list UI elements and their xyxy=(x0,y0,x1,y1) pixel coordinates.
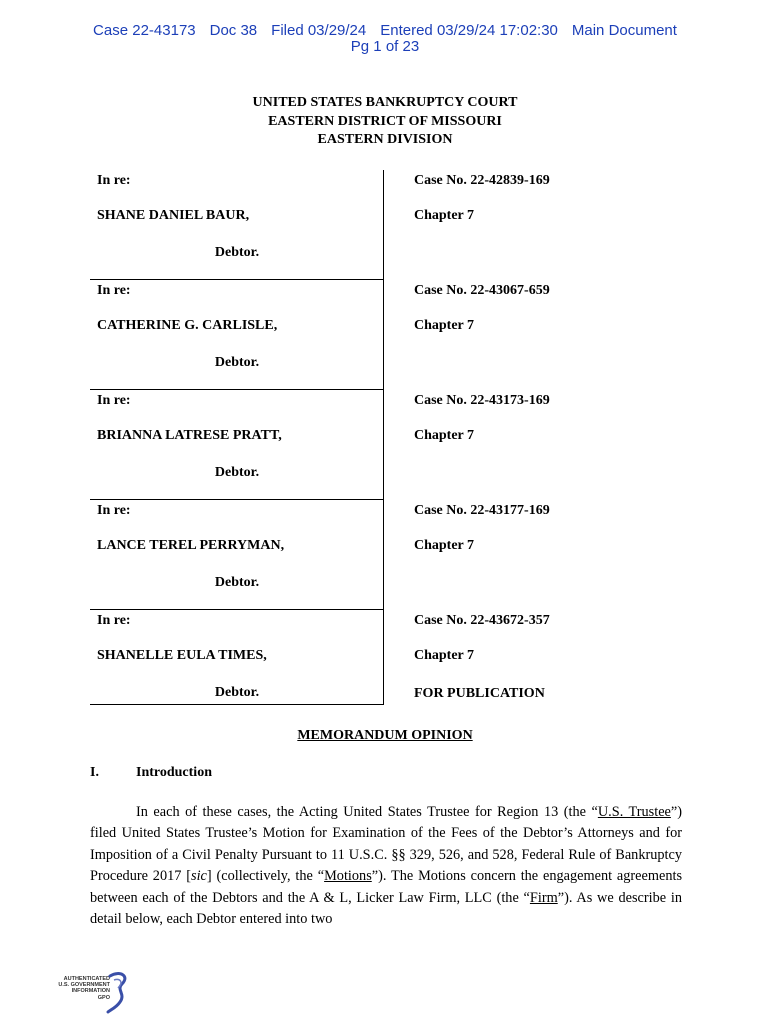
debtor-label: Debtor. xyxy=(214,245,260,260)
in-re-label: In re: xyxy=(97,393,131,408)
court-line2: EASTERN DISTRICT OF MISSOURI xyxy=(268,113,502,129)
court-line1: UNITED STATES BANKRUPTCY COURT xyxy=(252,95,518,110)
debtor-name: CATHERINE G. CARLISLE, xyxy=(97,318,278,333)
body-text-run: ”). The Motions concern the engagement agreements between each of the Debtors and the A & L, Licker Law Firm, LLC (the “ xyxy=(90,868,683,906)
body-text-run: In each of these cases, the Acting United States Trustee for Region 13 (the “ xyxy=(136,804,598,820)
header-entered: Entered 03/29/24 17:02:30 xyxy=(380,22,558,39)
debtor-label: Debtor. xyxy=(214,355,260,370)
in-re-label: In re: xyxy=(97,173,131,188)
body-text-run: ”) filed United States Trustee’s Motion for Examination of the Fees of the Debtor’s Attorneys and for Imposition of a Civil Penalty Pursuant to 11 U.S.C. §§ 329, 526, and 528, Federal Rule of Bankruptcy Procedure 2017 [ xyxy=(90,804,682,885)
header-doc: Doc 38 xyxy=(209,22,258,39)
case-block xyxy=(90,280,550,390)
gpo-authentication-seal xyxy=(40,970,130,1014)
defined-term: U.S. Trustee xyxy=(597,804,671,820)
case-caption xyxy=(90,170,610,704)
section-number: I. xyxy=(90,765,99,780)
eagle-icon xyxy=(106,970,130,1014)
defined-term: Motions xyxy=(324,868,372,885)
header-page: Pg 1 of 23 xyxy=(350,38,420,55)
body-text-run: ] (collectively, the “ xyxy=(206,868,325,885)
chapter: Chapter 7 xyxy=(414,208,475,223)
italic-term: sic xyxy=(191,868,207,885)
ecf-header-line1 xyxy=(0,22,770,39)
chapter: Chapter 7 xyxy=(414,428,475,443)
header-case: Case 22-43173 xyxy=(93,22,196,39)
in-re-label: In re: xyxy=(97,613,131,628)
case-block xyxy=(90,500,550,610)
case-number: Case No. 22-43173-169 xyxy=(414,393,550,408)
debtor-label: Debtor. xyxy=(214,465,260,480)
case-block xyxy=(90,390,550,500)
memo-title: MEMORANDUM OPINION xyxy=(297,728,473,743)
court-line3: EASTERN DIVISION xyxy=(317,132,453,147)
in-re-label: In re: xyxy=(97,283,131,298)
chapter: Chapter 7 xyxy=(414,648,475,663)
chapter: Chapter 7 xyxy=(414,318,475,333)
court-heading xyxy=(0,94,770,150)
case-number: Case No. 22-43177-169 xyxy=(414,503,550,518)
body-paragraph xyxy=(90,802,682,930)
caption-rule xyxy=(90,704,384,705)
publication-label: FOR PUBLICATION xyxy=(414,686,545,701)
case-number: Case No. 22-43672-357 xyxy=(414,613,550,628)
debtor-label: Debtor. xyxy=(214,575,260,590)
seal-line4: GPO xyxy=(97,994,110,1001)
debtor-name: BRIANNA LATRESE PRATT, xyxy=(97,428,282,443)
debtor-name: SHANE DANIEL BAUR, xyxy=(97,208,250,223)
defined-term: Firm xyxy=(529,889,558,906)
debtor-label: Debtor. xyxy=(214,685,260,700)
case-number: Case No. 22-42839-169 xyxy=(414,173,550,188)
seal-line3: INFORMATION xyxy=(71,988,110,995)
debtor-name: SHANELLE EULA TIMES, xyxy=(97,648,267,663)
header-filed: Filed 03/29/24 xyxy=(271,22,367,39)
section-title: Introduction xyxy=(136,765,212,780)
section-heading xyxy=(90,765,212,781)
seal-line1: AUTHENTICATED xyxy=(63,976,110,982)
case-number: Case No. 22-43067-659 xyxy=(414,283,550,298)
header-main: Main Document xyxy=(571,22,677,39)
case-block xyxy=(90,170,550,280)
debtor-name: LANCE TEREL PERRYMAN, xyxy=(97,538,285,553)
body-text-run: ”). As we describe in detail below, each Debtor entered into two xyxy=(90,889,682,928)
seal-line2: U.S. GOVERNMENT xyxy=(58,982,110,989)
chapter: Chapter 7 xyxy=(414,538,475,553)
in-re-label: In re: xyxy=(97,503,131,518)
